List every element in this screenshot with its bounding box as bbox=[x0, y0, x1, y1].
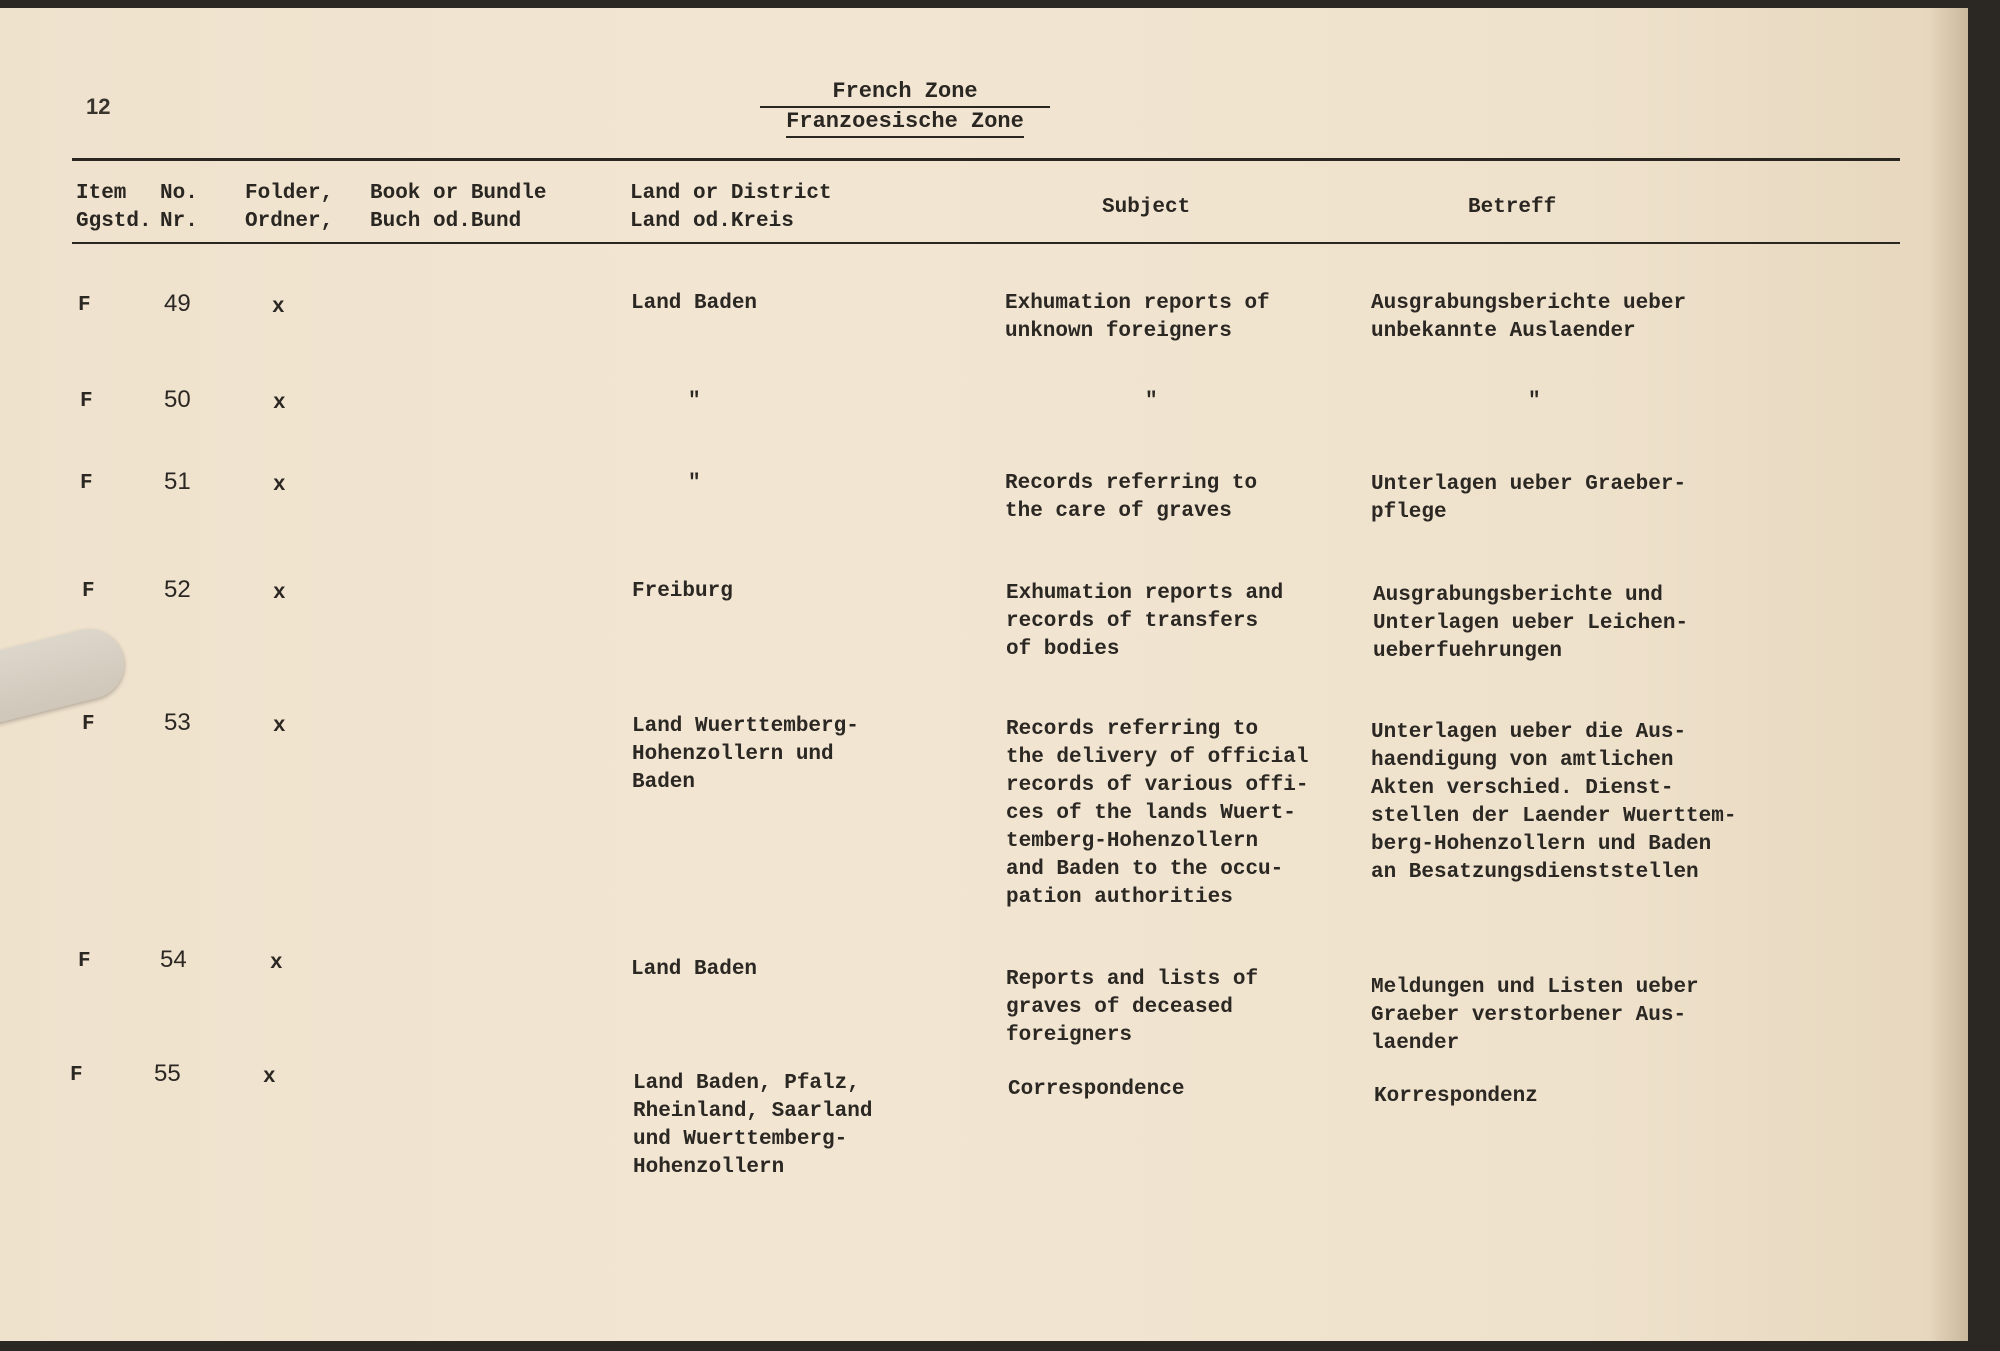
document-page bbox=[0, 8, 1968, 1341]
header-betreff: Betreff bbox=[1468, 196, 1557, 219]
table-row-betreff: Unterlagen ueber Graeber- pflege bbox=[1371, 473, 1687, 524]
table-row-item: F bbox=[70, 1064, 83, 1087]
table-row-land: Land Baden, Pfalz, Rheinland, Saarland und Wuerttemberg- Hohenzollern bbox=[633, 1072, 873, 1179]
table-row-no: 49 bbox=[164, 290, 191, 317]
table-row-subject-ditto: " bbox=[1145, 390, 1158, 413]
table-row-no: 52 bbox=[164, 576, 191, 603]
table-row-betreff-ditto: " bbox=[1528, 390, 1541, 413]
table-row-betreff: Korrespondenz bbox=[1374, 1085, 1538, 1108]
table-row-subject: Exhumation reports and records of transfers of bodies bbox=[1006, 582, 1284, 661]
table-row-no: 54 bbox=[160, 946, 187, 973]
table-row-subject: Records referring to the delivery of official records of various offi- ces of the lands Wuert- temberg-Hohenzollern and Baden to the occu- pation authorities bbox=[1006, 718, 1309, 909]
table-row-item: F bbox=[78, 294, 91, 317]
table-row-betreff: Ausgrabungsberichte und Unterlagen ueber Leichen- ueberfuehrungen bbox=[1373, 584, 1689, 663]
table-row-no: 55 bbox=[154, 1060, 181, 1087]
header-land: Land or District Land od.Kreis bbox=[630, 182, 832, 233]
table-row-land: Land Baden bbox=[631, 292, 758, 315]
table-row-item: F bbox=[80, 390, 93, 413]
page-title bbox=[760, 78, 1050, 138]
table-row-folder-mark: x bbox=[263, 1066, 276, 1089]
table-row-subject: Records referring to the care of graves bbox=[1005, 472, 1258, 523]
header-book: Book or Bundle Buch od.Bund bbox=[370, 182, 547, 233]
header-folder: Folder, Ordner, bbox=[245, 182, 334, 233]
table-row-betreff: Meldungen und Listen ueber Graeber verstorbener Aus- laender bbox=[1371, 976, 1699, 1055]
header-no: No. Nr. bbox=[160, 182, 198, 233]
table-row-betreff: Ausgrabungsberichte ueber unbekannte Auslaender bbox=[1371, 292, 1687, 343]
header-subject: Subject bbox=[1102, 196, 1191, 219]
table-row-land-ditto: " bbox=[688, 472, 701, 495]
table-row-no: 51 bbox=[164, 468, 191, 495]
table-row-subject: Exhumation reports of unknown foreigners bbox=[1005, 292, 1270, 343]
table-row-betreff: Unterlagen ueber die Aus- haendigung von amtlichen Akten verschied. Dienst- stellen der Laender Wuerttem- berg-Hohenzollern und Baden an Besatzungsdienststellen bbox=[1371, 721, 1737, 884]
title-english: French Zone bbox=[760, 78, 1050, 108]
table-row-folder-mark: x bbox=[273, 474, 286, 497]
page-edge-shadow bbox=[1928, 8, 1968, 1341]
bookmark-tab bbox=[0, 622, 131, 725]
table-row-land-ditto: " bbox=[688, 390, 701, 413]
table-row-subject: Correspondence bbox=[1008, 1078, 1185, 1101]
table-row-item: F bbox=[82, 580, 95, 603]
table-row-folder-mark: x bbox=[273, 392, 286, 415]
table-row-folder-mark: x bbox=[273, 582, 286, 605]
page-number: 12 bbox=[86, 94, 111, 119]
table-row-folder-mark: x bbox=[272, 296, 285, 319]
table-row-subject: Reports and lists of graves of deceased foreigners bbox=[1006, 968, 1259, 1047]
table-row-land: Land Baden bbox=[631, 958, 758, 981]
table-row-item: F bbox=[82, 713, 95, 736]
table-row-item: F bbox=[80, 472, 93, 495]
table-row-no: 50 bbox=[164, 386, 191, 413]
table-row-land: Land Wuerttemberg- Hohenzollern und Baden bbox=[632, 715, 859, 794]
table-row-item: F bbox=[78, 950, 91, 973]
table-row-land: Freiburg bbox=[632, 580, 733, 603]
table-row-folder-mark: x bbox=[273, 715, 286, 738]
table-row-folder-mark: x bbox=[270, 952, 283, 975]
table-row-no: 53 bbox=[164, 709, 191, 736]
header-top-rule bbox=[72, 158, 1900, 161]
title-german: Franzoesische Zone bbox=[786, 108, 1024, 138]
header-item: Item Ggstd. bbox=[76, 182, 152, 233]
header-bottom-rule bbox=[72, 242, 1900, 244]
